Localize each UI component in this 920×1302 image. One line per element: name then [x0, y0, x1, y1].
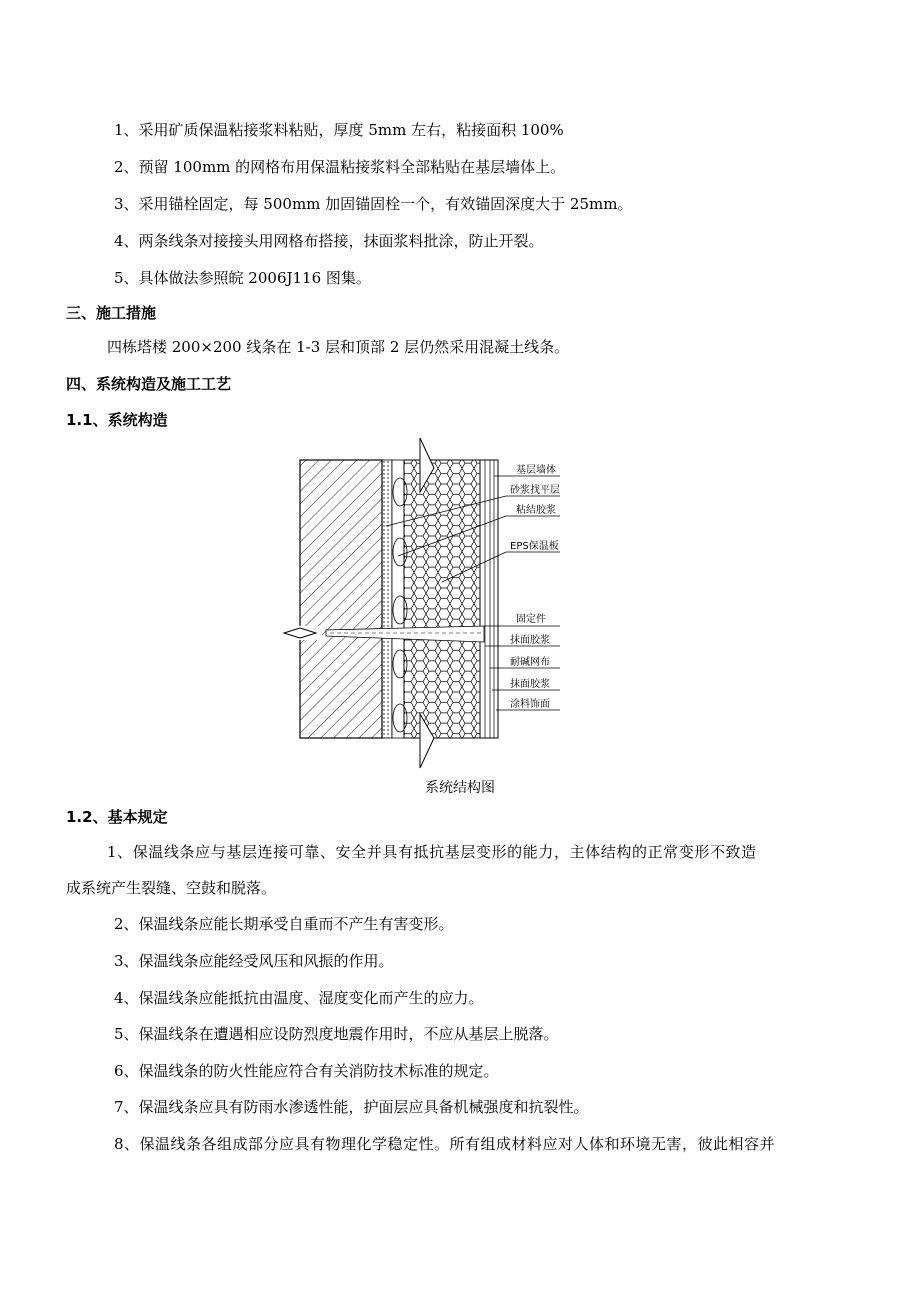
- label-render-2: 抹面胶浆: [510, 679, 550, 690]
- subsection-1-1-heading: 1.1、系统构造: [66, 411, 168, 429]
- label-mesh: 耐碱网布: [510, 657, 550, 668]
- rule-item-1-line-1: 1、保温线条应与基层连接可靠、安全并具有抵抗基层变形的能力，主体结构的正常变形不致造: [107, 843, 757, 861]
- rule-item-2: 2、保温线条应能长期承受自重而不产生有害变形。: [114, 915, 454, 933]
- label-base-wall: 基层墙体: [516, 465, 556, 476]
- method-item-4: 4、两条线条对接接头用网格布搭接，抹面浆料批涂，防止开裂。: [114, 232, 544, 250]
- label-fastener: 固定件: [516, 614, 546, 625]
- base-wall: [284, 460, 382, 738]
- rule-item-4: 4、保温线条应能抵抗由温度、湿度变化而产生的应力。: [114, 989, 484, 1007]
- rule-item-1-line-2: 成系统产生裂缝、空鼓和脱落。: [66, 879, 277, 897]
- system-structure-figure: [270, 432, 590, 774]
- method-item-2: 2、预留 100mm 的网格布用保温粘接浆料全部粘贴在基层墙体上。: [114, 158, 566, 176]
- section3-text: 四栋塔楼 200×200 线条在 1-3 层和顶部 2 层仍然采用混凝土线条。: [107, 338, 570, 356]
- section3-heading: 三、施工措施: [66, 304, 157, 322]
- label-coating: 涂料饰面: [510, 699, 550, 710]
- method-item-1: 1、采用矿质保温粘接浆料粘贴，厚度 5mm 左右，粘接面积 100%: [114, 121, 564, 139]
- label-render-1: 抹面胶浆: [510, 635, 550, 646]
- method-item-3: 3、采用锚栓固定，每 500mm 加固锚固栓一个，有效锚固深度大于 25mm。: [114, 195, 633, 213]
- method-item-5: 5、具体做法参照皖 2006J116 图集。: [114, 269, 371, 287]
- rule-item-7: 7、保温线条应具有防雨水渗透性能，护面层应具备机械强度和抗裂性。: [114, 1098, 589, 1116]
- label-adhesive: 粘结胶浆: [516, 505, 556, 516]
- rule-item-5: 5、保温线条在遭遇相应设防烈度地震作用时，不应从基层上脱落。: [114, 1025, 559, 1043]
- rule-item-8: 8、保温线条各组成部分应具有物理化学稳定性。所有组成材料应对人体和环境无害，彼此相容并: [114, 1135, 776, 1153]
- eps-board: [404, 438, 480, 768]
- mortar-layer: [382, 460, 392, 738]
- subsection-1-2-heading: 1.2、基本规定: [66, 808, 168, 826]
- section4-heading: 四、系统构造及施工工艺: [66, 375, 232, 393]
- rule-item-6: 6、保温线条的防火性能应符合有关消防技术标准的规定。: [114, 1062, 499, 1080]
- figure-caption: 系统结构图: [425, 780, 495, 796]
- rule-item-3: 3、保温线条应能经受风压和风振的作用。: [114, 952, 394, 970]
- label-mortar-leveling: 砂浆找平层: [510, 485, 560, 496]
- label-eps-board: EPS保温板: [510, 541, 559, 552]
